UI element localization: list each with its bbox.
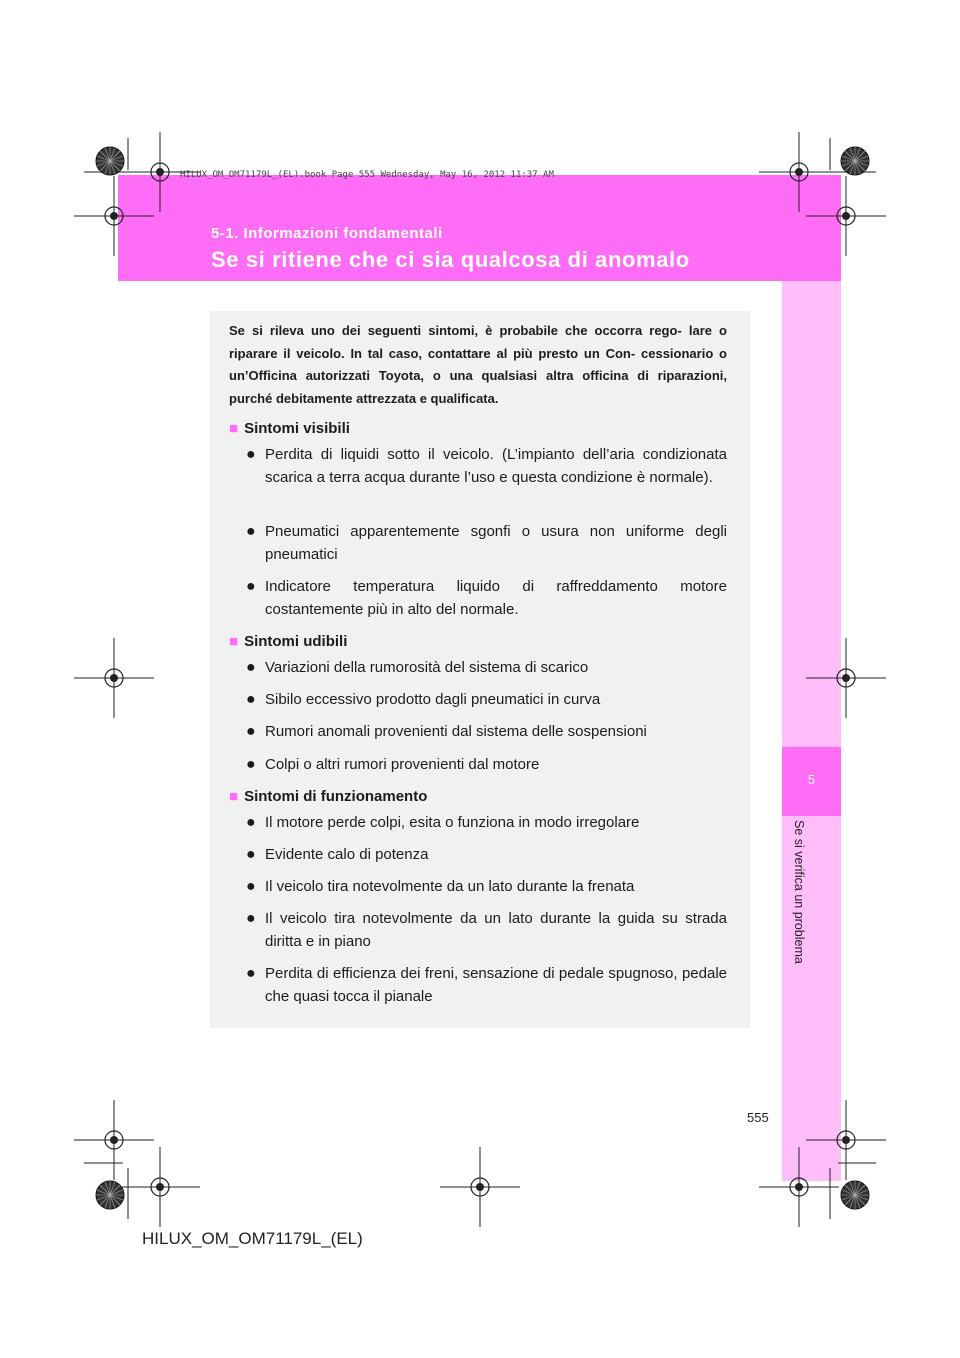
bullet-icon: ●	[246, 965, 256, 982]
section-heading-text: Sintomi visibili	[244, 420, 350, 437]
bullet-icon: ●	[246, 523, 256, 540]
registration-crosshair-icon	[806, 1100, 886, 1180]
bullet-icon: ●	[246, 578, 256, 595]
registration-star-icon	[841, 147, 869, 175]
list-item: Perdita di liquidi sotto il veicolo. (L’impianto dell’aria condizionata scarica a terra acqua durante l’uso e questa condizione è normale).	[265, 446, 727, 486]
bullet-icon: ●	[246, 756, 256, 773]
footer-document-code: HILUX_OM_OM71179L_(EL)	[142, 1229, 363, 1248]
bullet-icon: ●	[246, 846, 256, 863]
list-item: Variazioni della rumorosità del sistema di scarico	[265, 659, 589, 676]
registration-crosshair-icon	[806, 638, 886, 718]
bullet-icon: ●	[246, 659, 256, 676]
page-title: Se si ritiene che ci sia qualcosa di anomalo	[211, 247, 690, 272]
page-number: 555	[747, 1110, 769, 1125]
list-item: Perdita di efficienza dei freni, sensazione di pedale spugnoso, pedale che quasi tocca il pianale	[265, 965, 727, 1005]
bullet-icon: ●	[246, 910, 256, 927]
list-item: Pneumatici apparentemente sgonfi o usura non uniforme degli pneumatici	[265, 523, 727, 563]
list-item: Sibilo eccessivo prodotto dagli pneumatici in curva	[265, 691, 601, 708]
bullet-icon: ●	[246, 691, 256, 708]
section-heading-text: Sintomi di funzionamento	[244, 788, 428, 805]
registration-crosshair-icon	[806, 176, 886, 256]
registration-crosshair-icon	[74, 1100, 154, 1180]
list-item: Colpi o altri rumori provenienti dal motore	[265, 756, 540, 773]
registration-star-icon	[841, 1181, 869, 1209]
list-item: Il veicolo tira notevolmente da un lato durante la frenata	[265, 878, 635, 895]
list-item: Rumori anomali provenienti dal sistema delle sospensioni	[265, 723, 647, 740]
section-heading-text: Sintomi udibili	[244, 633, 348, 650]
registration-crosshair-icon	[440, 1147, 520, 1227]
registration-crosshair-icon	[120, 1147, 200, 1227]
registration-star-icon	[96, 1181, 124, 1209]
registration-crosshair-icon	[74, 176, 154, 256]
pink-square-icon: ■	[229, 633, 239, 650]
bullet-icon: ●	[246, 723, 256, 740]
print-stamp: HILUX_OM_OM71179L_(EL).book Page 555 Wednesday, May 16, 2012 11:37 AM	[180, 170, 554, 180]
list-item: Indicatore temperatura liquido di raffreddamento motore costantemente più in alto del normale.	[265, 578, 727, 618]
bullet-icon: ●	[246, 878, 256, 895]
chapter-number: 5	[807, 772, 816, 787]
chapter-title: Se si verifica un problema	[792, 820, 806, 964]
list-item: Evidente calo di potenza	[265, 846, 429, 863]
pink-square-icon: ■	[229, 788, 239, 805]
list-item: Il motore perde colpi, esita o funziona in modo irregolare	[265, 814, 640, 831]
bullet-icon: ●	[246, 446, 256, 463]
registration-star-icon	[96, 147, 124, 175]
list-item: Il veicolo tira notevolmente da un lato durante la guida su strada diritta e in piano	[265, 910, 727, 950]
registration-crosshair-icon	[74, 638, 154, 718]
registration-crosshair-icon	[120, 132, 200, 212]
section-label: 5-1. Informazioni fondamentali	[211, 225, 443, 242]
bullet-icon: ●	[246, 814, 256, 831]
registration-crosshair-icon	[759, 1147, 839, 1227]
intro-paragraph: Se si rileva uno dei seguenti sintomi, è probabile che occorra rego- lare o riparare il veicolo. In tal caso, contattare al più presto un Con- cessionario o un’Officina autorizzati Toyota, o una qualsiasi altra officina di riparazioni, purché debitamente attrezzata e qualificata.	[229, 323, 727, 407]
pink-square-icon: ■	[229, 420, 239, 437]
registration-crosshair-icon	[759, 132, 839, 212]
